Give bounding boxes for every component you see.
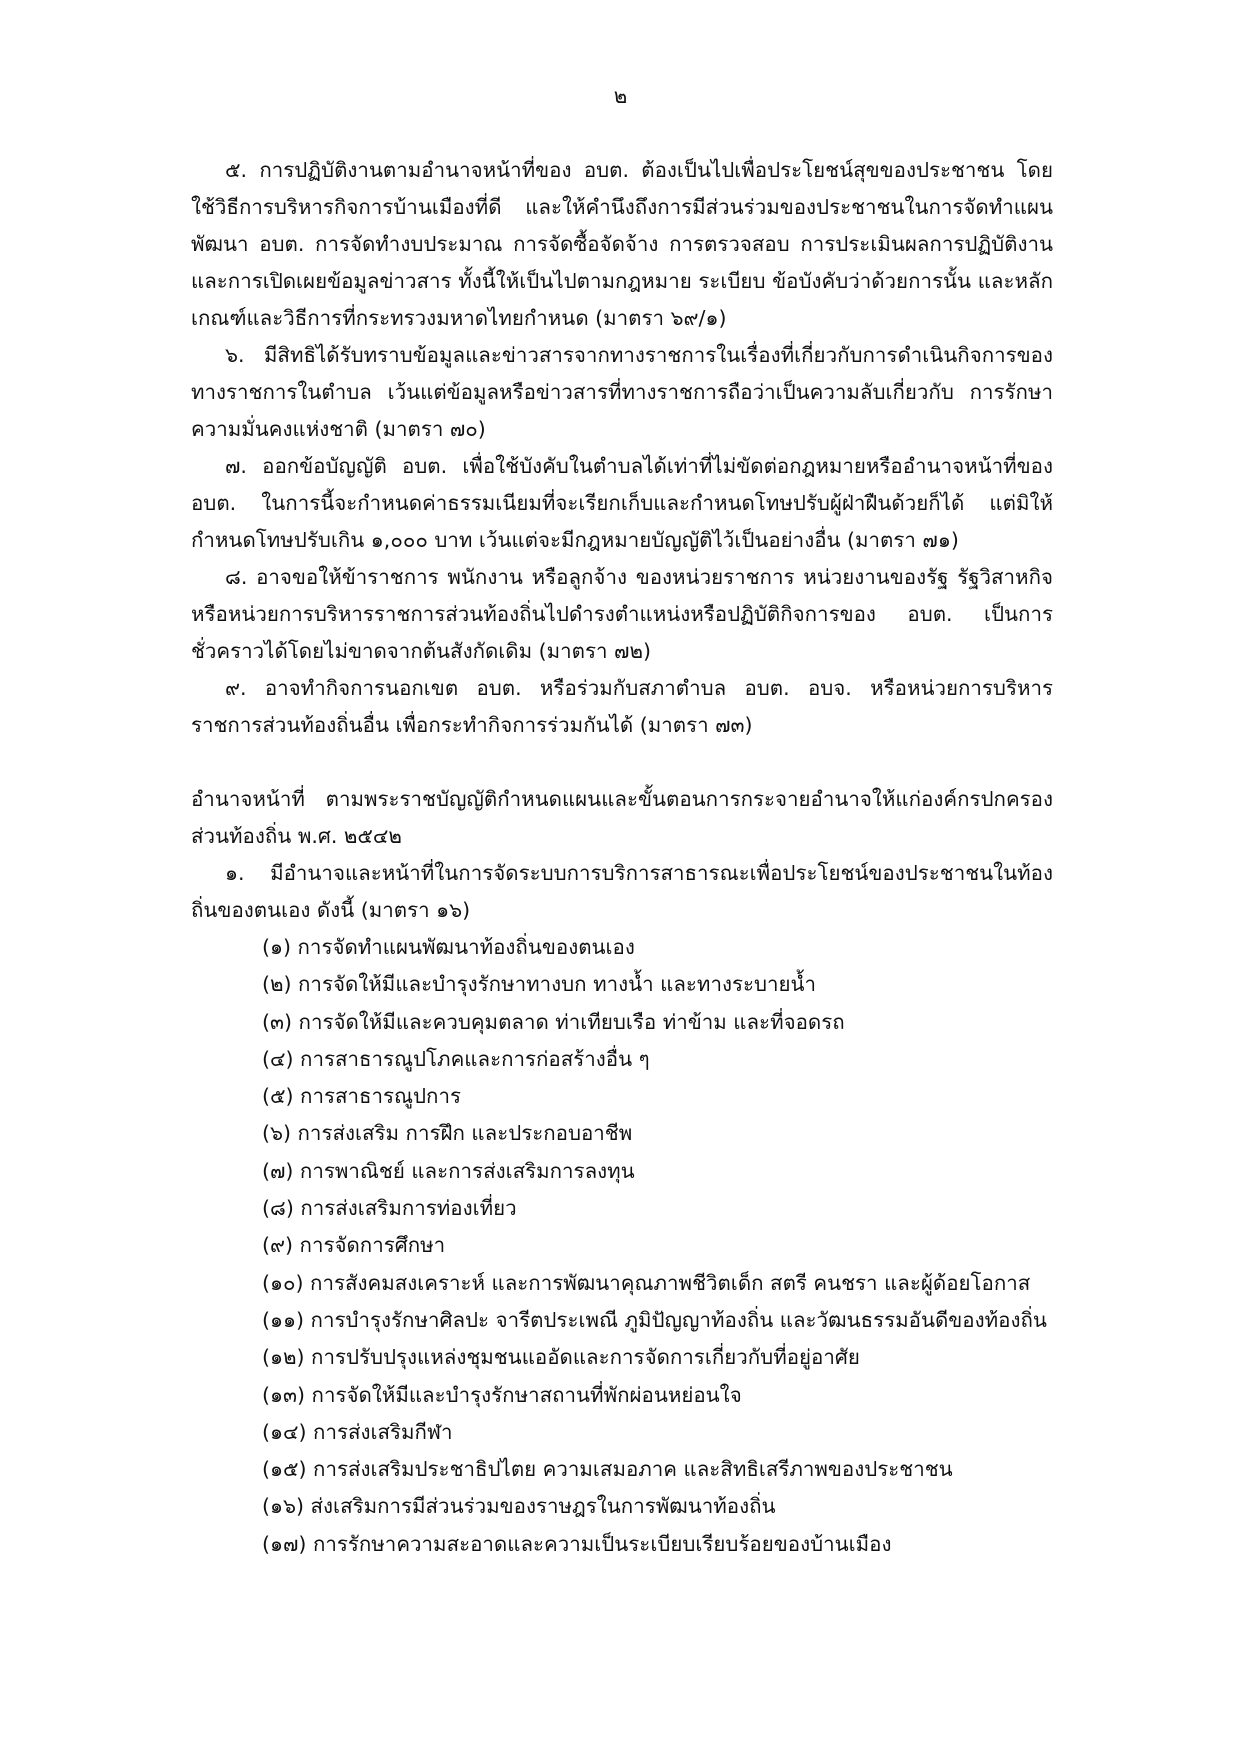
list-item: (๑๕) การส่งเสริมประชาธิปไตย ความเสมอภาค และสิทธิเสรีภาพของประชาชน [262,1457,953,1482]
list-item: (๑๔) การส่งเสริมกีฬา [262,1419,453,1444]
list-item: (๕) การสาธารณูปการ [262,1084,461,1109]
paragraph-item-5: ๕. การปฏิบัติงานตามอำนาจหน้าที่ของ อบต. ต้องเป็นไปเพื่อประโยชน์สุขของประชาชน โดยใช้วิธีการบริหารกิจการบ้านเมืองที่ดี และให้คำนึงถึงการมีส่วนร่วมของประชาชนในการจัดทำแผนพัฒนา อบต. การจัดทำงบประมาณ การจัดซื้อจัดจ้าง การตรวจสอบ การประเมินผลการปฏิบัติงาน และการเปิดเผยข้อมูลข่าวสาร ทั้งนี้ให้เป็นไปตามกฎหมาย ระเบียบ ข้อบังคับว่าด้วยการนั้น และหลักเกณฑ์และวิธีการที่กระทรวงมหาดไทยกำหนด (มาตรา ๖๙/๑) [191,158,1053,330]
list-item: (๒) การจัดให้มีและบำรุงรักษาทางบก ทางน้ำ และทางระบายน้ำ [262,972,817,997]
paragraph-item-7: ๗. ออกข้อบัญญัติ อบต. เพื่อใช้บังคับในตำบลได้เท่าที่ไม่ขัดต่อกฎหมายหรืออำนาจหน้าที่ของ อบต. ในการนี้จะกำหนดค่าธรรมเนียมที่จะเรียกเก็บและกำหนดโทษปรับผู้ฝ่าฝืนด้วยก็ได้ แต่มิให้กำหนดโทษปรับเกิน ๑,๐๐๐ บาท เว้นแต่จะมีกฎหมายบัญญัติไว้เป็นอย่างอื่น (มาตรา ๗๑) [191,454,1053,552]
paragraph-item-6: ๖. มีสิทธิได้รับทราบข้อมูลและข่าวสารจากทางราชการในเรื่องที่เกี่ยวกับการดำเนินกิจการของทางราชการในตำบล เว้นแต่ข้อมูลหรือข่าวสารที่ทางราชการถือว่าเป็นความลับเกี่ยวกับ การรักษาความมั่นคงแห่งชาติ (มาตรา ๗๐) [191,343,1053,441]
duties-list [191,929,1053,1563]
section-intro: ๑. มีอำนาจและหน้าที่ในการจัดระบบการบริการสาธารณะเพื่อประโยชน์ของประชาชนในท้องถิ่นของตนเอง ดังนี้ (มาตรา ๑๖) [191,861,1053,922]
list-item: (๘) การส่งเสริมการท่องเที่ยว [262,1196,517,1221]
list-item: (๑๒) การปรับปรุงแหล่งชุมชนแออัดและการจัดการเกี่ยวกับที่อยู่อาศัย [262,1345,860,1370]
list-item: (๖) การส่งเสริม การฝึก และประกอบอาชีพ [262,1121,633,1146]
list-item: (๙) การจัดการศึกษา [262,1233,446,1258]
list-item: (๔) การสาธารณูปโภคและการก่อสร้างอื่น ๆ [262,1046,650,1071]
section-heading: อำนาจหน้าที่ ตามพระราชบัญญัติกำหนดแผนและขั้นตอนการกระจายอำนาจให้แก่องค์กรปกครองส่วนท้องถิ่น พ.ศ. ๒๕๔๒ [191,787,1053,848]
list-item: (๑๓) การจัดให้มีและบำรุงรักษาสถานที่พักผ่อนหย่อนใจ [262,1382,742,1407]
page-number: ๒ [613,84,628,108]
document-body [191,152,1053,1563]
list-item: (๓) การจัดให้มีและควบคุมตลาด ท่าเทียบเรือ ท่าข้าม และที่จอดรถ [262,1009,845,1034]
list-item: (๗) การพาณิชย์ และการส่งเสริมการลงทุน [262,1158,635,1183]
list-item: (๑๖) ส่งเสริมการมีส่วนร่วมของราษฎรในการพัฒนาท้องถิ่น [262,1494,776,1519]
list-item: (๑๗) การรักษาความสะอาดและความเป็นระเบียบเรียบร้อยของบ้านเมือง [262,1531,892,1556]
list-item: (๑๑) การบำรุงรักษาศิลปะ จารีตประเพณี ภูมิปัญญาท้องถิ่น และวัฒนธรรมอันดีของท้องถิ่น [262,1307,1047,1332]
list-item: (๑) การจัดทำแผนพัฒนาท้องถิ่นของตนเอง [262,935,635,959]
paragraph-item-8: ๘. อาจขอให้ข้าราชการ พนักงาน หรือลูกจ้าง ของหน่วยราชการ หน่วยงานของรัฐ รัฐวิสาหกิจหรือหน่วยการบริหารราชการส่วนท้องถิ่นไปดำรงตำแหน่งหรือปฏิบัติกิจการของ อบต. เป็นการชั่วคราวได้โดยไม่ขาดจากต้นสังกัดเดิม (มาตรา ๗๒) [191,565,1053,663]
list-item: (๑๐) การสังคมสงเคราะห์ และการพัฒนาคุณภาพชีวิตเด็ก สตรี คนชรา และผู้ด้อยโอกาส [262,1270,1031,1295]
paragraph-item-9: ๙. อาจทำกิจการนอกเขต อบต. หรือร่วมกับสภาตำบล อบต. อบจ. หรือหน่วยการบริหารราชการส่วนท้องถิ่นอื่น เพื่อกระทำกิจการร่วมกันได้ (มาตรา ๗๓) [191,676,1053,737]
